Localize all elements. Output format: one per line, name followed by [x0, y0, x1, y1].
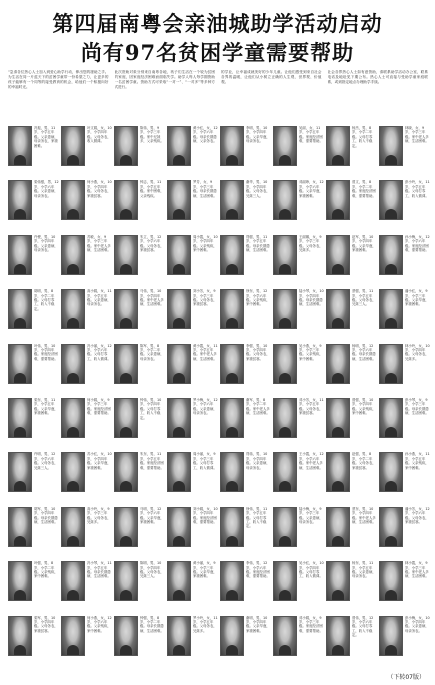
student-caption: 何小燕，女，10岁，小学四年级。父母务农，家境贫寒。 [87, 180, 112, 198]
student-caption: 叶文娟，女，10岁，小学四年级。父母务农，收入微薄。 [87, 126, 112, 144]
student-photo [379, 616, 403, 656]
student-record [326, 561, 377, 611]
student-photo [114, 344, 138, 384]
student-record [167, 561, 218, 611]
student-photo [8, 344, 32, 384]
student-photo [220, 507, 244, 547]
student-record [114, 180, 165, 230]
student-photo [220, 398, 244, 438]
student-record [167, 126, 218, 176]
student-photo [220, 126, 244, 166]
student-caption: 彭小琴，女，9岁，小学三年级。母亲长期患病，生活困难。 [405, 398, 429, 416]
student-photo [273, 452, 297, 492]
intro-column: 此次资助对象分别来自南粤各地，孩子们生活在一个较为贫困的家庭，因家庭经济困难而面临失学。助学人每人每学期资助一名贫困学童。资助方式可采取“一对一”、“一对多”等多种方式进行。 [114, 70, 215, 89]
student-caption: 罗小梅，女，12岁，小学六年级。父亲患病，母亲务农。 [193, 398, 218, 416]
student-photo [61, 507, 85, 547]
student-caption: 梁军，男，10岁，小学四年级。父母务农，家境贫寒。 [34, 615, 58, 633]
student-photo [114, 126, 138, 166]
intro-column: 社会各界热心人士如有意资助，请联系助学活动办公室，联系电话及地址见下期公布。热心人士可直接与受助学童家庭联系，或到指定地点办理助学手续。 [327, 70, 428, 84]
student-record [61, 180, 112, 230]
student-record [167, 507, 218, 557]
student-record [273, 561, 324, 611]
student-record [8, 561, 59, 611]
student-caption: 高小玲，女，9岁，小学三年级。父母务农，兄妹多。 [87, 506, 111, 525]
student-photo [273, 180, 297, 220]
student-record [273, 507, 324, 557]
student-record [61, 616, 112, 666]
student-photo [167, 126, 191, 166]
student-photo [273, 126, 297, 166]
student-photo [114, 507, 138, 547]
student-caption: 冯振，男，11岁，小学五年级。父亲患病，母亲务农，家境困难。 [34, 126, 58, 148]
student-record [379, 561, 430, 611]
continued-note: （下转07版） [387, 674, 425, 681]
student-record [114, 452, 165, 502]
student-record [220, 507, 271, 557]
intro-column: “急请各位热心人士加入到爱心助学行动，伸出您的援助之手。为生活在同一片蓝天下的贫困学童带一份希望之力，让更多的孩子能够有一个同等的接受教育的机会，给他们一个积极向好的幸福时光。 [8, 70, 109, 89]
student-photo [8, 561, 32, 601]
student-photo [8, 289, 32, 329]
student-photo [114, 235, 138, 275]
student-caption: 马伟，男，10岁，小学四年级。家中老人多病，生活困难。 [140, 289, 164, 307]
student-record [8, 452, 59, 502]
student-record [379, 452, 430, 502]
student-caption: 李强，男，10岁，小学四年级。父母务农，家境贫寒。 [246, 343, 270, 361]
student-caption: 徐伟，男，11岁，小学五年级。父母打零工，收入不稳定。 [246, 506, 268, 529]
student-caption: 陆小梅，女，9岁，小学三年级。父亲患病，母亲务农。 [299, 506, 323, 525]
student-caption: 赵强，男，8岁，小学二年级。父母务农，家境贫寒。 [352, 452, 376, 470]
student-record [8, 616, 59, 666]
student-photo [61, 452, 85, 492]
student-photo [114, 561, 138, 601]
student-record [114, 344, 165, 394]
student-caption: 杨明，男，12岁，小学六年级。母亲长期患病，生活困难。 [352, 343, 376, 361]
student-record [114, 126, 165, 176]
student-record [220, 344, 271, 394]
student-caption: 冯小丽，女，12岁，小学六年级。父母打零工，收入微薄。 [87, 343, 112, 361]
student-record [8, 126, 59, 176]
student-record [379, 344, 430, 394]
student-photo [114, 398, 138, 438]
student-caption: 黄小丽，女，9岁，小学三年级。父亲早逝，家境困难。 [193, 561, 217, 579]
student-caption: 曾伟，男，12岁，小学六年级。父母打零工，收入不稳定。 [352, 615, 374, 638]
student-photo [8, 452, 32, 492]
student-caption: 谢军，男，8岁，小学二年级。家中老人多病，生活困难。 [246, 398, 270, 416]
student-record [114, 616, 165, 666]
student-caption: 胡明，男，8岁，小学二年级。父母打零工，收入不稳定。 [34, 289, 55, 311]
student-record [379, 398, 430, 448]
student-photo [167, 507, 191, 547]
student-photo [114, 289, 138, 329]
student-grid [8, 126, 430, 666]
student-photo [379, 289, 403, 329]
student-photo [326, 235, 350, 275]
student-caption: 赵军，男，10岁，小学四年级。父亲早逝，家境困难。 [352, 234, 376, 253]
student-photo [114, 616, 138, 656]
student-caption: 蔡东，男，10岁，小学四年级。家中老人多病，生活困难。 [352, 506, 376, 525]
student-caption: 杨东，男，11岁，小学五年级。父亲患病，母亲务农。 [352, 561, 376, 579]
student-record [8, 235, 59, 285]
student-caption: 胡军，男，10岁，小学四年级。母亲长期患病，生活困难。 [34, 506, 58, 525]
student-record [220, 452, 271, 502]
student-caption: 曾强，男，10岁，小学四年级。父亲残疾，家中困难。 [352, 398, 376, 416]
student-caption: 周小霞，女，10岁，小学四年级。父亲残疾，家中困难。 [193, 234, 218, 253]
student-record [326, 616, 377, 666]
student-photo [8, 398, 32, 438]
student-photo [220, 180, 244, 220]
student-record [114, 398, 165, 448]
student-caption: 叶强，男，8岁，小学二年级。父亲残疾，家中困难。 [34, 561, 58, 579]
student-photo [273, 398, 297, 438]
student-record [114, 289, 165, 339]
student-caption: 黄小红，女，12岁，小学六年级。母亲长期患病，父亲务农。 [193, 126, 218, 144]
student-photo [273, 507, 297, 547]
student-record [273, 289, 324, 339]
student-record [326, 507, 377, 557]
student-photo [273, 235, 297, 275]
student-caption: 彭小玲，女，11岁，小学五年级。父母打零工，收入微薄。 [405, 180, 430, 198]
student-caption: 苏敏，女，9岁，小学三年级。家中老人多病，生活困难。 [87, 234, 111, 253]
student-photo [114, 452, 138, 492]
student-record [220, 180, 271, 230]
student-record [220, 616, 271, 666]
student-caption: 梁伟强，男，12岁，小学六年级。父亲患病，母亲务农。 [34, 180, 59, 198]
student-record [61, 126, 112, 176]
student-record [220, 561, 271, 611]
student-caption: 潘小红，女，9岁，小学三年级。父亲早逝，家境困难。 [405, 289, 429, 307]
student-photo [8, 126, 32, 166]
student-caption: 林晓，女，9岁，小学三年级。家中老人多病，生活困难。 [405, 126, 429, 144]
student-record [8, 507, 59, 557]
student-caption: 王丽娜，女，9岁，小学三年级。父母务农，兄妹多。 [299, 234, 323, 253]
student-photo [326, 289, 350, 329]
student-photo [220, 289, 244, 329]
student-photo [61, 398, 85, 438]
student-record [326, 452, 377, 502]
student-record [8, 289, 59, 339]
student-record [61, 235, 112, 285]
student-caption: 邓丽珍，女，12岁，小学六年级。父亲早逝，家境困难。 [299, 180, 324, 198]
student-caption: 谢明，男，10岁，小学四年级。父亲早逝，家境困难。 [246, 615, 270, 633]
student-record [326, 398, 377, 448]
student-photo [167, 452, 191, 492]
intro-column: 的学业，让幸福成就美好的少年儿童。让他们感受到来自社会各界的温暖，让他们从小树立正确的人生观、世界观、价值观。 [221, 70, 322, 84]
student-caption: 刘小芳，女，9岁，小学三年级。父母务农，家境贫寒。 [193, 289, 217, 307]
student-record [114, 561, 165, 611]
student-caption: 罗芳，女，9岁，小学三年级。母亲长期患病，生活困难。 [193, 180, 217, 198]
student-record [61, 507, 112, 557]
student-photo [379, 180, 403, 220]
student-photo [220, 561, 244, 601]
student-record [167, 344, 218, 394]
student-record [167, 180, 218, 230]
student-caption: 何小娟，女，9岁，小学三年级。家庭经济困难，需要帮助。 [87, 398, 111, 416]
student-photo [273, 616, 297, 656]
student-caption: 陆小琴，女，10岁，小学四年级。母亲长期患病，生活困难。 [299, 289, 324, 307]
student-record [167, 398, 218, 448]
student-photo [220, 616, 244, 656]
student-photo [326, 398, 350, 438]
intro-text [8, 70, 428, 122]
student-record [61, 398, 112, 448]
student-photo [220, 452, 244, 492]
student-caption: 周小丽，女，9岁，小学三年级。父母打零工，收入微薄。 [193, 452, 217, 470]
student-caption: 林小霞，女，9岁，小学三年级。家中老人多病，生活困难。 [405, 561, 429, 579]
student-photo [220, 344, 244, 384]
student-photo [61, 289, 85, 329]
student-caption: 杨杰，男，8岁，小学二年级。父母打零工，收入不稳定。 [352, 126, 373, 148]
student-record [326, 344, 377, 394]
student-record [273, 180, 324, 230]
student-caption: 潘小芳，女，12岁，小学六年级。父母务农，家境贫寒。 [405, 506, 430, 525]
student-record [220, 398, 271, 448]
student-record [220, 235, 271, 285]
student-caption: 朱东，男，11岁，小学五年级。家庭经济困难，需要帮助。 [140, 452, 164, 470]
student-record [326, 126, 377, 176]
student-caption: 高小娟，女，11岁，小学五年级。父亲患病，母亲务农。 [87, 289, 112, 307]
student-photo [379, 452, 403, 492]
student-caption: 林小玲，女，10岁，小学四年级。父母务农，兄妹多。 [405, 343, 430, 361]
student-record [273, 398, 324, 448]
student-record [167, 616, 218, 666]
student-photo [61, 126, 85, 166]
student-caption: 陈伟，男，9岁，小学三年级。家中兄妹多，父亲残疾。 [140, 126, 164, 144]
student-caption: 许明，男，12岁，小学六年级。父母务农，兄妹三人。 [34, 452, 58, 470]
student-record [379, 616, 430, 666]
student-record [379, 180, 430, 230]
student-photo [61, 180, 85, 220]
student-caption: 马明，男，12岁，小学六年级。父亲早逝，家境困难。 [140, 506, 164, 525]
student-caption: 徐东，男，12岁，小学六年级。父亲残疾，家中困难。 [246, 289, 270, 307]
student-caption: 刘小娟，女，10岁，小学四年级。家庭经济困难，需要帮助。 [193, 506, 218, 525]
student-record [8, 398, 59, 448]
student-record [61, 452, 112, 502]
student-record [379, 507, 430, 557]
student-caption: 冯小琴，女，11岁，小学五年级。母亲长期患病，生活困难。 [87, 561, 112, 579]
student-caption: 李明，男，10岁，小学四年级。父亲早逝，母亲务农。 [246, 126, 270, 144]
student-photo [379, 507, 403, 547]
student-photo [114, 180, 138, 220]
student-caption: 谢华，男，10岁，小学四年级。父母务农，兄妹三人。 [246, 180, 270, 198]
student-caption: 郑强，男，11岁，小学五年级。母亲长期患病，生活困难。 [246, 234, 270, 253]
student-photo [326, 180, 350, 220]
student-caption: 梁东，男，11岁，小学五年级。父亲早逝，家境困难。 [34, 398, 58, 416]
student-caption: 曾文，男，8岁，小学二年级。家庭经济困难，需要帮助。 [352, 180, 376, 198]
student-caption: 邓小娟，女，9岁，小学三年级。家庭经济困难，需要帮助。 [299, 615, 323, 633]
student-photo [326, 452, 350, 492]
student-photo [273, 289, 297, 329]
student-photo [379, 235, 403, 275]
student-photo [273, 344, 297, 384]
student-caption: 陈明，男，10岁，小学四年级。父母务农，兄妹三人。 [140, 561, 164, 579]
student-record [273, 235, 324, 285]
student-photo [379, 398, 403, 438]
student-caption: 孙小燕，女，11岁，小学五年级。父亲残疾，家中困难。 [405, 452, 430, 470]
student-photo [326, 616, 350, 656]
student-photo [167, 398, 191, 438]
student-caption: 王小霞，女，12岁，小学六年级。家中老人多病，生活困难。 [299, 452, 324, 470]
headline-line-1: 第四届南粤会亲油城助学活动启动 [52, 11, 383, 36]
student-record [8, 180, 59, 230]
student-record [379, 126, 430, 176]
student-caption: 吴小红，女，10岁，小学四年级。父母打零工，收入微薄。 [299, 561, 324, 579]
student-caption: 蔡强，男，11岁，小学五年级。父母务农，兄妹三人。 [352, 289, 376, 307]
student-caption: 钟伟，男，10岁，小学四年级。父母打零工，收入不稳定。 [140, 398, 162, 420]
student-record [8, 344, 59, 394]
student-caption: 钟志，男，11岁，小学五年级。家中困难，父亲残疾。 [140, 180, 164, 198]
student-caption: 何小燕，女，12岁，小学六年级。父亲残疾，家中困难。 [87, 615, 112, 633]
student-record [167, 289, 218, 339]
student-photo [8, 616, 32, 656]
student-photo [167, 616, 191, 656]
student-caption: 许俊，男，10岁，小学四年级。父亲患病，母亲务农。 [34, 234, 58, 253]
headline-line-2: 尚有97名贫困学童需要帮助 [80, 40, 355, 65]
student-photo [167, 344, 191, 384]
student-photo [61, 561, 85, 601]
student-record [326, 180, 377, 230]
student-record [61, 561, 112, 611]
student-record [220, 289, 271, 339]
student-record [273, 126, 324, 176]
student-photo [8, 235, 32, 275]
student-record [273, 344, 324, 394]
student-caption: 陈军，男，8岁，小学二年级。父亲患病，母亲务农。 [140, 343, 164, 361]
student-photo [379, 561, 403, 601]
student-photo [379, 126, 403, 166]
student-caption: 邓小芳，女，11岁，小学五年级。父母务农，家境贫寒。 [299, 398, 324, 416]
student-photo [326, 507, 350, 547]
student-record [273, 452, 324, 502]
student-record [114, 507, 165, 557]
student-record [61, 289, 112, 339]
student-caption: 黄小霞，女，11岁，小学五年级。家中老人多病，生活困难。 [193, 343, 218, 361]
student-caption: 叶伟，男，10岁，小学四年级。家庭经济困难，需要帮助。 [34, 343, 58, 361]
student-photo [326, 561, 350, 601]
student-record [167, 235, 218, 285]
student-record [379, 235, 430, 285]
student-record [326, 289, 377, 339]
student-photo [61, 235, 85, 275]
student-photo [61, 616, 85, 656]
student-record [326, 235, 377, 285]
student-photo [8, 180, 32, 220]
student-photo [167, 289, 191, 329]
student-record [220, 126, 271, 176]
student-photo [326, 344, 350, 384]
student-photo [8, 507, 32, 547]
student-caption: 孙小梅，女，12岁，小学六年级。家庭经济困难，需要帮助。 [405, 234, 430, 253]
student-caption: 郑伟，男，10岁，小学四年级。父亲患病，母亲务农。 [246, 452, 270, 470]
student-record [379, 289, 430, 339]
student-photo [326, 126, 350, 166]
student-caption: 李伟，男，12岁，小学六年级。家庭经济困难，需要帮助。 [246, 561, 270, 579]
student-photo [273, 561, 297, 601]
student-photo [220, 235, 244, 275]
student-caption: 吴小燕，女，9岁，小学三年级。父亲残疾，家中困难。 [299, 343, 323, 361]
student-record [114, 235, 165, 285]
student-caption: 朱立，男，12岁，小学六年级。父母务农，家境贫寒。 [140, 234, 164, 253]
student-caption: 彭小梅，女，10岁，小学四年级。父亲患病，母亲务农。 [405, 615, 430, 633]
student-photo [167, 180, 191, 220]
student-record [61, 344, 112, 394]
student-photo [61, 344, 85, 384]
student-caption: 吴丽，女，11岁，小学五年级。家庭经济困难，需要帮助。 [299, 126, 323, 144]
student-photo [167, 561, 191, 601]
student-record [273, 616, 324, 666]
student-caption: 苏小红，女，10岁，小学四年级。父亲早逝，家境困难。 [87, 452, 112, 470]
student-photo [167, 235, 191, 275]
student-caption: 钟强，男，8岁，小学二年级。母亲长期患病，生活困难。 [140, 615, 164, 633]
student-record [167, 452, 218, 502]
student-photo [379, 344, 403, 384]
student-caption: 罗小玲，女，11岁，小学五年级。父母务农，兄妹多。 [193, 615, 218, 633]
